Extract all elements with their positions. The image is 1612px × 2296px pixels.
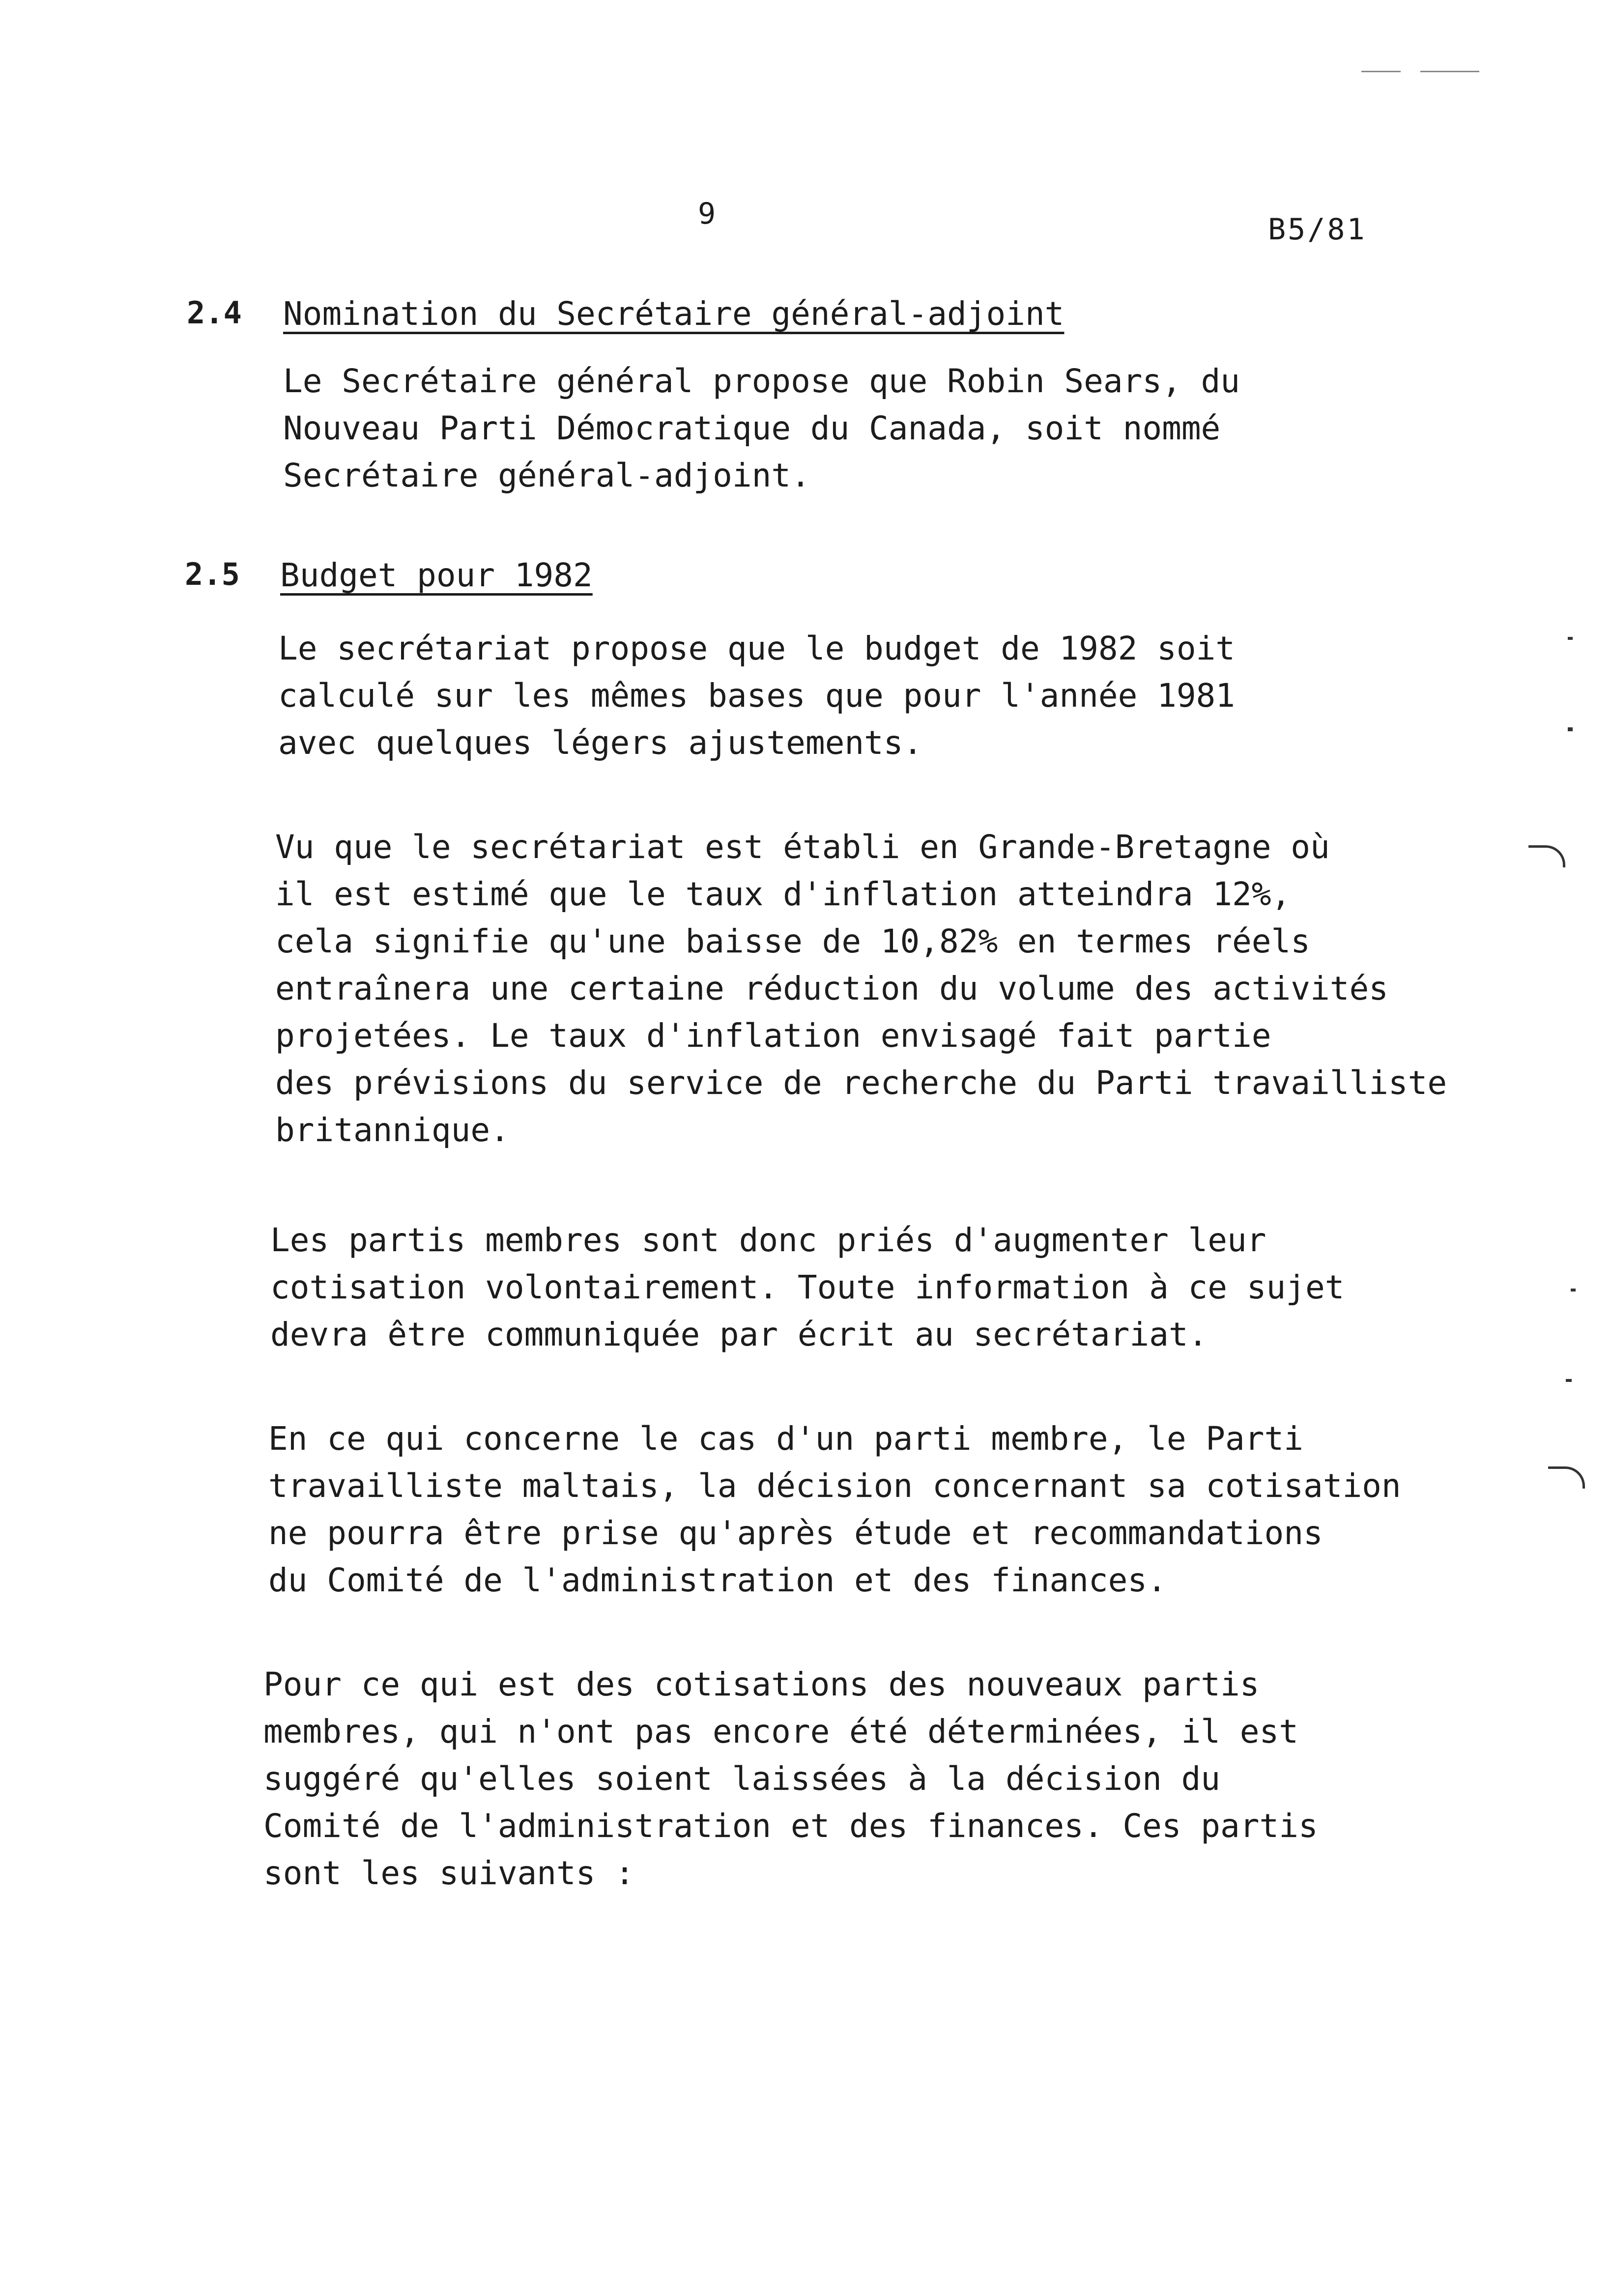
paragraph	[268, 1415, 1401, 1604]
text-line: Nouveau Parti Démocratique du Canada, soit nommé	[283, 409, 1221, 447]
margin-mark	[1548, 1466, 1585, 1489]
text-line: devra être communiquée par écrit au secrétariat.	[270, 1316, 1208, 1353]
text-line: britannique.	[275, 1111, 510, 1149]
text-line: cela signifie qu'une baisse de 10,82% en termes réels	[275, 922, 1310, 960]
margin-mark	[1568, 727, 1573, 731]
margin-mark	[1566, 1379, 1572, 1382]
section-title: Budget pour 1982	[280, 556, 593, 594]
text-line: Vu que le secrétariat est établi en Grande-Bretagne où	[275, 828, 1330, 866]
margin-mark	[1528, 845, 1565, 867]
text-line: Pour ce qui est des cotisations des nouveaux partis	[263, 1665, 1260, 1703]
text-line: des prévisions du service de recherche du Parti travailliste	[275, 1064, 1447, 1102]
text-line: Le Secrétaire général propose que Robin Sears, du	[283, 362, 1240, 400]
paragraph	[270, 1217, 1344, 1358]
margin-mark	[1571, 1289, 1576, 1292]
paragraph	[263, 1661, 1318, 1897]
text-line: Comité de l'administration et des finances. Ces partis	[263, 1807, 1318, 1845]
text-line: Le secrétariat propose que le budget de 1982 soit	[278, 630, 1236, 667]
section-number: 2.5	[185, 556, 240, 592]
text-line: Secrétaire général-adjoint.	[283, 457, 810, 494]
paragraph	[275, 824, 1447, 1154]
text-line: projetées. Le taux d'inflation envisagé fait partie	[275, 1017, 1271, 1055]
paragraph	[278, 625, 1235, 767]
section-title: Nomination du Secrétaire général-adjoint	[283, 295, 1065, 333]
text-line: travailliste maltais, la décision concernant sa cotisation	[268, 1467, 1401, 1505]
text-line: cotisation volontairement. Toute information à ce sujet	[270, 1268, 1345, 1306]
paragraph	[283, 358, 1240, 499]
text-line: calculé sur les mêmes bases que pour l'année 1981	[278, 677, 1236, 715]
page-number: 9	[698, 197, 716, 231]
section-number: 2.4	[187, 295, 242, 331]
text-line: sont les suivants :	[263, 1854, 634, 1892]
margin-mark	[1568, 637, 1573, 640]
text-line: Les partis membres sont donc priés d'augmenter leur	[270, 1221, 1267, 1259]
text-line: du Comité de l'administration et des finances.	[268, 1561, 1167, 1599]
scan-mark-top	[1361, 71, 1401, 72]
text-line: il est estimé que le taux d'inflation atteindra 12%,	[275, 875, 1291, 913]
text-line: avec quelques légers ajustements.	[278, 724, 923, 762]
text-line: suggéré qu'elles soient laissées à la décision du	[263, 1760, 1221, 1798]
scan-mark-top	[1420, 71, 1479, 72]
text-line: En ce qui concerne le cas d'un parti membre, le Parti	[268, 1420, 1303, 1458]
document-reference: B5/81	[1268, 212, 1367, 247]
text-line: ne pourra être prise qu'après étude et recommandations	[268, 1514, 1323, 1552]
text-line: entraînera une certaine réduction du volume des activités	[275, 970, 1388, 1007]
text-line: membres, qui n'ont pas encore été déterminées, il est	[263, 1713, 1298, 1751]
